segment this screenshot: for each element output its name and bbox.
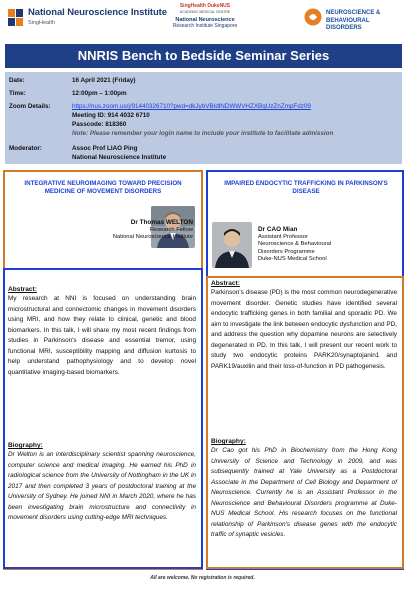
seminar-banner: NNRIS Bench to Bedside Seminar Series [5, 44, 402, 68]
header [0, 0, 405, 40]
date-value: 16 April 2021 (Friday) [72, 77, 136, 84]
footer-note: All are welcome. No registration is required. [150, 575, 255, 581]
right-speaker-institute: Duke-NUS Medical School [258, 256, 327, 262]
zoom-note: Note: Please remember your login name to include your institute to facilitate admission [72, 130, 334, 137]
moderator-institute: National Neuroscience Institute [72, 154, 167, 161]
brain-icon [304, 8, 322, 26]
right-speaker-role3: Disorders Programme [258, 248, 315, 255]
right-bio-text: Dr Cao got his PhD in Biochemistry from the Hong Kong University of Science and Technology in 2009, and was subsequently trained at Yale University as a Postdoctoral Associate in the Department of Cell Biology and Department of Neuroscience. Currently he is an Assistant Professor in the Neuroscience and Behavioural Disorders programme at Duke-NUS Medical School. His research focuses on the functional relationship of Parkinson's disease genes with the endocytic traffic of synaptic vesicles. [211, 447, 397, 538]
nbd-line3: DISORDERS [326, 25, 362, 31]
right-bio-label: Biography: [211, 438, 246, 445]
left-speaker-name: Dr Thomas WELTON [130, 219, 193, 226]
right-talk-panel [206, 170, 404, 570]
left-abstract-text: My research at NNI is focused on understanding brain microstructural and connectomic changes in movement disorders using MRI, and how they relate to clinical, genetic and blood biomarkers. In this talk, I will share my most recent findings from studies in Parkinson's disease and essential tremor, using functional MRI, susceptibility mapping and diffusion kurtosis to help understand pathophysiology and to develop novel quantitative imaging-based biomarkers. [8, 295, 196, 376]
left-speaker-institute: National Neuroscience Institute [112, 234, 193, 240]
right-abstract-label: Abstract: [211, 280, 240, 287]
nbd-logo [304, 8, 402, 36]
left-abstract-label: Abstract: [8, 286, 37, 293]
right-speaker-role2: Neuroscience & Behavioural [258, 241, 332, 247]
left-talk-title: INTEGRATIVE NEUROIMAGING TOWARD PRECISION MEDICINE OF MOVEMENT DISORDERS [24, 180, 182, 195]
nnris-logo [165, 3, 245, 39]
mid-line2: ACADEMIC MEDICAL CENTRE [179, 10, 231, 14]
right-speaker-role1: Assistant Professor [258, 233, 308, 240]
passcode: Passcode: 818360 [72, 121, 127, 128]
event-details [5, 72, 402, 164]
meeting-id: Meeting ID: 914 4032 6710 [72, 112, 150, 119]
left-bio-text: Dr Welton is an interdisciplinary scientist spanning neuroscience, computer science and medical imaging. He earned his PhD in radiological science from the University of Nottingham in the UK in 2017 and then completed 3 years of postdoctoral training at the University of Sydney. He joined NNI in March 2020, where he has been investigating brain microstructure and connectivity in movement disorders using cutting-edge MRI techniques. [8, 451, 196, 521]
nni-logo [8, 7, 167, 35]
time-label: Time: [9, 90, 26, 97]
cao-photo [212, 222, 252, 268]
right-speaker-name: Dr CAO Mian [258, 226, 298, 233]
left-speaker-block [113, 219, 193, 242]
time-value: 12:00pm – 1:00pm [72, 90, 127, 97]
left-bio-label: Biography: [8, 442, 43, 449]
mid-line4: Research Institute Singapore [172, 23, 238, 29]
zoom-label: Zoom Details: [9, 103, 51, 110]
right-speaker-block [258, 226, 331, 264]
right-abstract-text: Parkinson's disease (PD) is the most common neurodegenerative movement disorder. Genetic studies have identified several endocytic trafficking genes in both familial and sporadic PD. We aim to investigate the link between endocytic dysfunction and PD, and address the question why dopamine neurons are selectively degenerated in PD. In this talk, I will present our recent work to study two endocytic proteins PARK20/synaptojanin1 and PARK19/auxilin and their loss-of-function in PD pathogenesis. [211, 289, 397, 370]
nbd-line2: BEHAVIOURAL [326, 17, 370, 24]
left-speaker-role: Research Fellow [149, 226, 193, 233]
right-talk-title: IMPAIRED ENDOCYTIC TRAFFICKING IN PARKINSON'S DISEASE [224, 180, 388, 195]
moderator-label: Moderator: [9, 145, 42, 152]
zoom-link[interactable]: https://nus.zoom.us/j/91440326710?pwd=dkJybVBIdlNDWWVHZXBqUzZnZmpFdz09 [72, 103, 311, 110]
nbd-line1: NEUROSCIENCE & [326, 10, 381, 16]
date-label: Date: [9, 77, 25, 84]
left-talk-panel [3, 170, 203, 570]
nni-sub: SingHealth [28, 20, 55, 26]
nbd-name [326, 10, 380, 33]
nni-logo-icon [8, 9, 24, 27]
mid-line1: SingHealth DukeNUS [179, 3, 231, 9]
moderator-name: Assoc Prof LIAO Ping [72, 145, 138, 152]
mid-line3: National Neuroscience [175, 17, 235, 23]
nni-name: National Neuroscience Institute [28, 7, 167, 18]
